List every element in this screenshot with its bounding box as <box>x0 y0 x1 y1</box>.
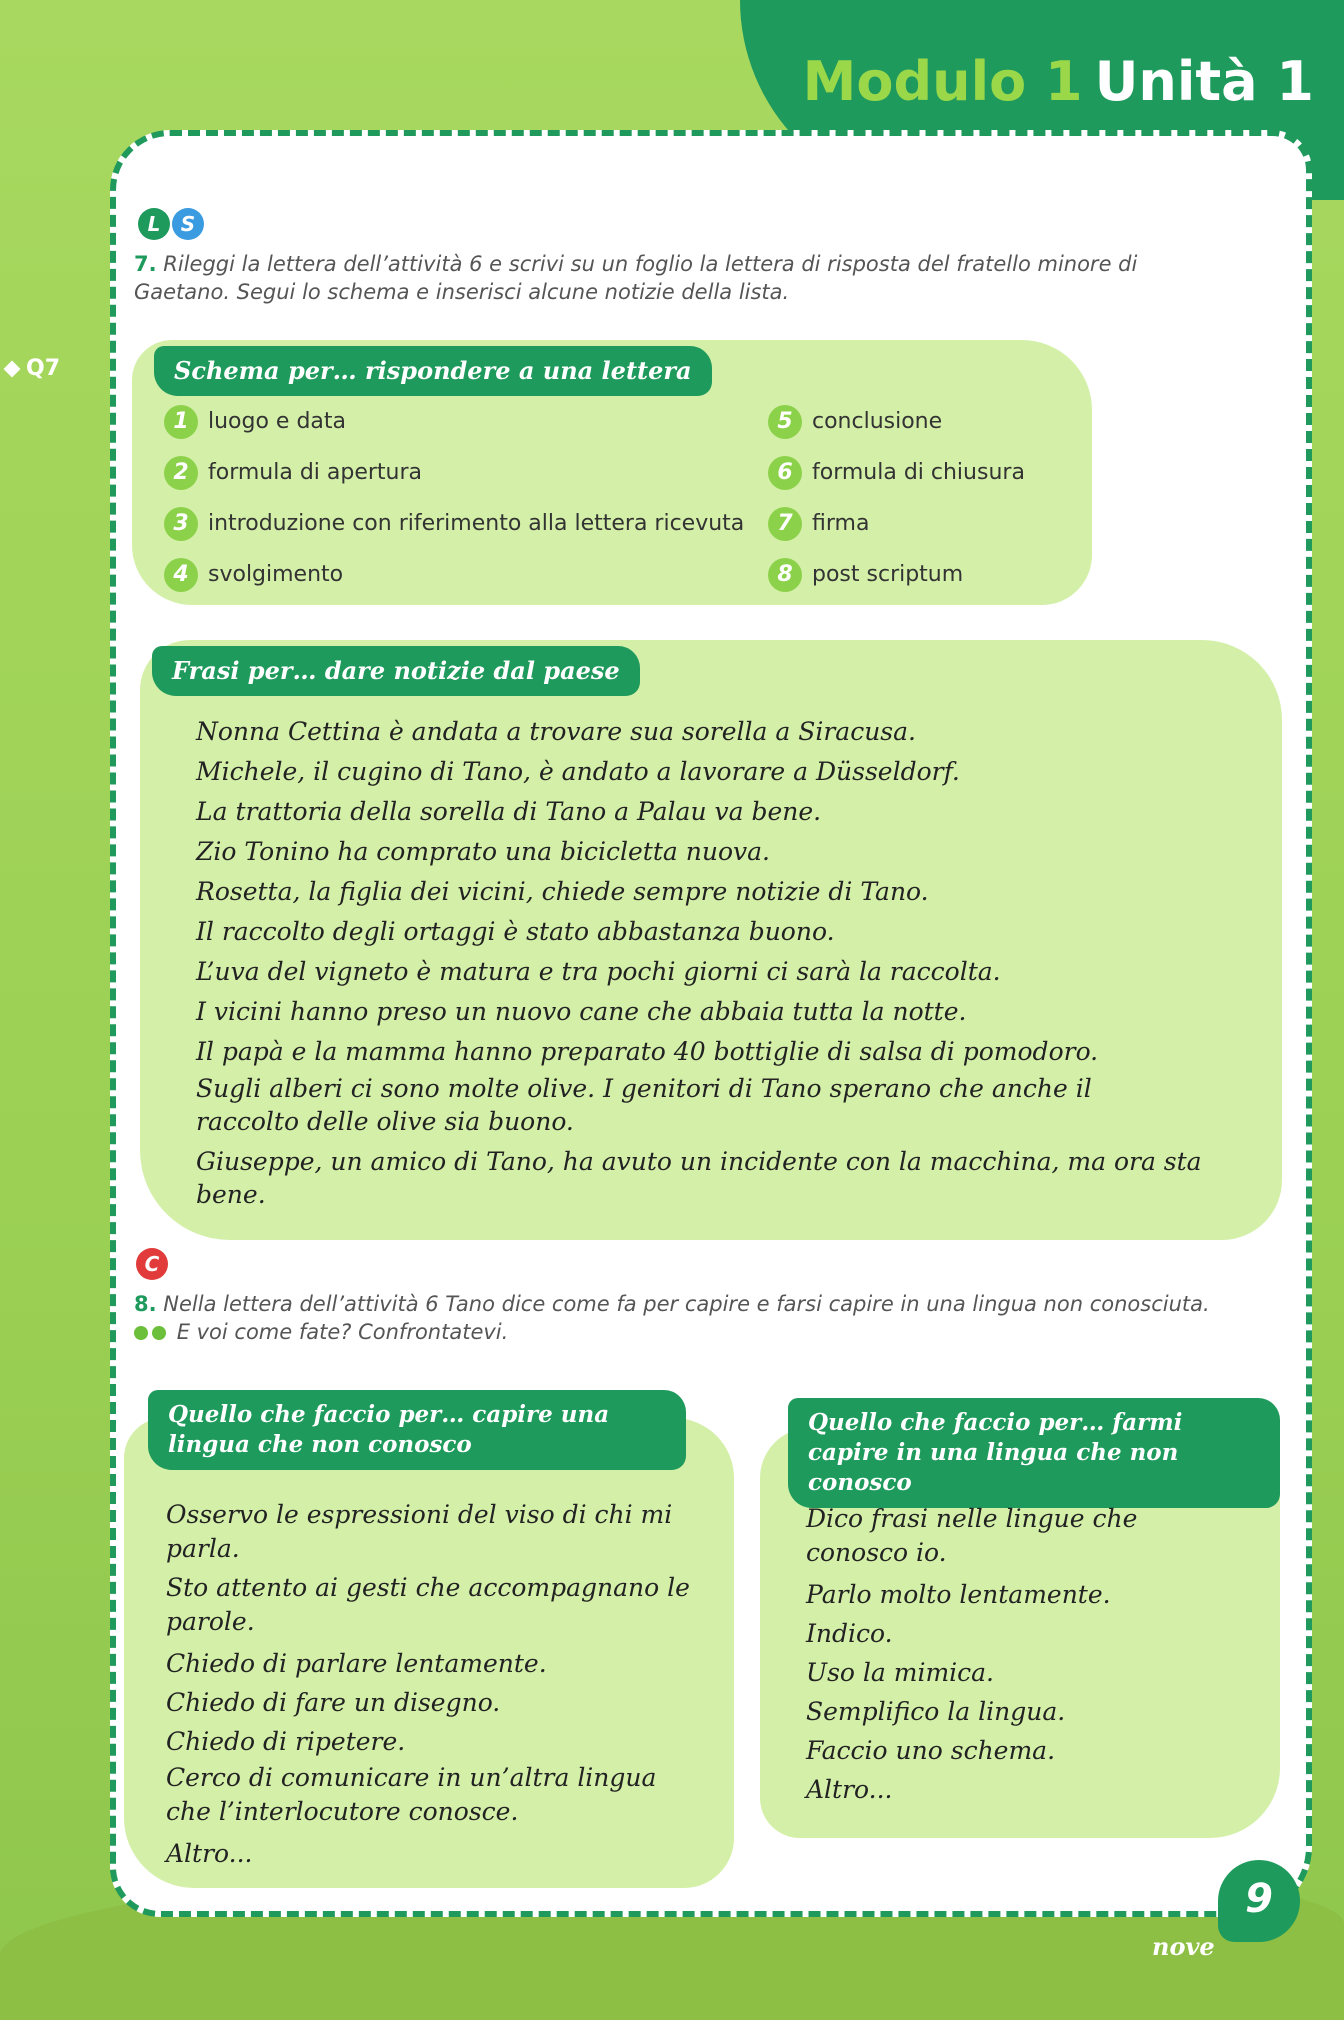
activity-8-instruction <box>134 1290 1284 1346</box>
frase-line: Nonna Cettina è andata a trovare sua sorella a Siracusa. <box>196 717 916 746</box>
module-title: Modulo 1 <box>802 50 1083 113</box>
farmi-line: Altro... <box>806 1775 893 1804</box>
capire-line: Chiedo di parlare lentamente. <box>166 1649 547 1678</box>
activity-number: 8. <box>134 1292 157 1316</box>
page-header <box>803 50 1314 113</box>
side-label: Q7 <box>26 356 61 381</box>
farmi-line: Parlo molto lentamente. <box>806 1580 1111 1609</box>
frasi-list <box>196 712 1256 1218</box>
activity-text: Rileggi la lettera dell’attività 6 e scrivi su un foglio la lettera di risposta del fratello minore di Gaetano. Segui lo schema e inserisci alcune notizie della lista. <box>134 252 1138 304</box>
frase-line: Il papà e la mamma hanno preparato 40 bottiglie di salsa di pomodoro. <box>196 1037 1099 1066</box>
side-marker <box>6 356 60 381</box>
capire-list <box>166 1498 726 1873</box>
capire-line: Osservo le espressioni del viso di chi mi parla. <box>166 1500 673 1563</box>
schema-item: 8 post scriptum <box>768 558 963 592</box>
schema-item: 5 conclusione <box>768 405 942 439</box>
activity-number: 7. <box>134 252 157 276</box>
schema-item: 6 formula di chiusura <box>768 456 1025 490</box>
smiley-icon <box>134 1326 148 1340</box>
badge-c-icon: C <box>136 1248 168 1280</box>
badge-s-icon: S <box>172 208 204 240</box>
schema-item: 3 introduzione con riferimento alla lettera ricevuta <box>164 507 744 541</box>
frase-line: Sugli alberi ci sono molte olive. I genitori di Tano sperano che anche il raccolto delle olive sia buono. <box>196 1074 1092 1136</box>
farmi-title: Quello che faccio per… farmi capire in una lingua che non conosco <box>788 1398 1280 1508</box>
schema-item: 1 luogo e data <box>164 405 346 439</box>
capire-line: Sto attento ai gesti che accompagnano le parole. <box>166 1573 690 1636</box>
frase-line: Rosetta, la figlia dei vicini, chiede sempre notizie di Tano. <box>196 877 929 906</box>
smiley-icon <box>152 1326 166 1340</box>
pencil-icon <box>4 361 21 378</box>
schema-title: Schema per… rispondere a una lettera <box>154 346 712 396</box>
farmi-line: Semplifico la lingua. <box>806 1697 1066 1726</box>
unit-title: Unità 1 <box>1094 50 1314 113</box>
activity-7-instruction <box>134 250 1214 306</box>
capire-line: Altro... <box>166 1839 253 1868</box>
capire-title: Quello che faccio per… capire una lingua che non conosco <box>148 1390 686 1470</box>
badge-l-icon: L <box>138 208 170 240</box>
schema-item: 7 firma <box>768 507 869 541</box>
page-number-word: nove <box>1152 1932 1215 1961</box>
capire-line: Cerco di comunicare in un’altra lingua che l’interlocutore conosce. <box>166 1763 657 1826</box>
activity-text: Nella lettera dell’attività 6 Tano dice come fa per capire e farsi capire in una lingua non conosciuta. <box>163 1292 1210 1316</box>
frase-line: Giuseppe, un amico di Tano, ha avuto un incidente con la macchina, ma ora sta bene. <box>196 1147 1202 1209</box>
frase-line: Michele, il cugino di Tano, è andato a lavorare a Düsseldorf. <box>196 757 960 786</box>
frase-line: Zio Tonino ha comprato una bicicletta nuova. <box>196 837 770 866</box>
page-number: 9 <box>1218 1860 1300 1942</box>
frase-line: Il raccolto degli ortaggi è stato abbastanza buono. <box>196 917 835 946</box>
farmi-line: Indico. <box>806 1619 893 1648</box>
capire-line: Chiedo di fare un disegno. <box>166 1688 501 1717</box>
frase-line: La trattoria della sorella di Tano a Palau va bene. <box>196 797 822 826</box>
schema-item: 2 formula di apertura <box>164 456 422 490</box>
farmi-line: Dico frasi nelle lingue che conosco io. <box>806 1504 1138 1567</box>
farmi-list <box>806 1502 1266 1809</box>
frase-line: I vicini hanno preso un nuovo cane che abbaia tutta la notte. <box>196 997 967 1026</box>
schema-item: 4 svolgimento <box>164 558 343 592</box>
farmi-line: Uso la mimica. <box>806 1658 995 1687</box>
frasi-title: Frasi per… dare notizie dal paese <box>152 646 640 696</box>
frase-line: L’uva del vigneto è matura e tra pochi giorni ci sarà la raccolta. <box>196 957 1001 986</box>
capire-line: Chiedo di ripetere. <box>166 1727 406 1756</box>
farmi-line: Faccio uno schema. <box>806 1736 1056 1765</box>
activity-text-2: E voi come fate? Confrontatevi. <box>176 1320 509 1344</box>
